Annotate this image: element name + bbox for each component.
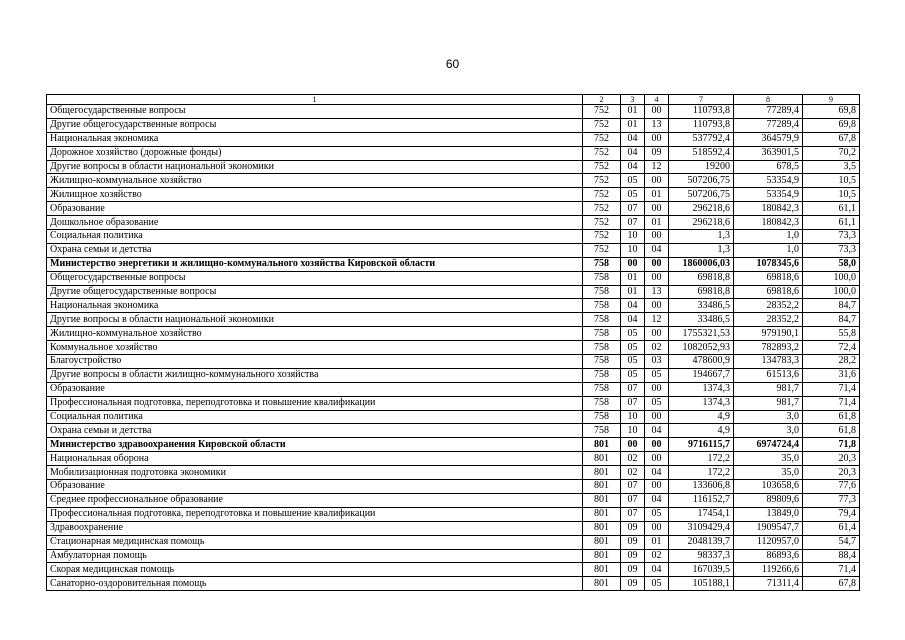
row-value-plan: 110793,8: [669, 118, 734, 132]
row-code-admin: 752: [583, 216, 621, 230]
row-code-subsection: 00: [645, 480, 669, 494]
table-row: [47, 160, 860, 174]
row-code-subsection: 00: [645, 132, 669, 146]
row-code-section: 09: [621, 563, 645, 577]
row-code-subsection: 12: [645, 313, 669, 327]
row-value-actual: 28352,2: [734, 313, 803, 327]
row-value-percent: 72,4: [803, 341, 860, 355]
row-code-subsection: 00: [645, 410, 669, 424]
table-row: [47, 355, 860, 369]
table-row: [47, 146, 860, 160]
row-code-section: 01: [621, 118, 645, 132]
row-code-admin: 758: [583, 285, 621, 299]
row-name: Национальная оборона: [47, 452, 583, 466]
row-code-section: 09: [621, 521, 645, 535]
row-value-plan: 33486,5: [669, 313, 734, 327]
row-name: Другие вопросы в области жилищно-коммунального хозяйства: [47, 368, 583, 382]
row-name: Образование: [47, 480, 583, 494]
row-code-subsection: 01: [645, 216, 669, 230]
row-code-admin: 758: [583, 368, 621, 382]
row-name: Скорая медицинская помощь: [47, 563, 583, 577]
row-code-admin: 752: [583, 160, 621, 174]
row-code-section: 07: [621, 480, 645, 494]
row-code-subsection: 04: [645, 243, 669, 257]
row-value-percent: 10,5: [803, 188, 860, 202]
table-row: [47, 424, 860, 438]
row-code-subsection: 05: [645, 507, 669, 521]
row-value-actual: 364579,9: [734, 132, 803, 146]
row-value-plan: 172,2: [669, 452, 734, 466]
row-value-plan: 1374,3: [669, 382, 734, 396]
row-value-percent: 20,3: [803, 466, 860, 480]
row-code-admin: 801: [583, 549, 621, 563]
row-code-section: 10: [621, 410, 645, 424]
row-code-admin: 758: [583, 396, 621, 410]
table-row: [47, 452, 860, 466]
row-value-percent: 20,3: [803, 452, 860, 466]
table-row: [47, 341, 860, 355]
row-value-plan: 172,2: [669, 466, 734, 480]
row-code-section: 10: [621, 424, 645, 438]
row-value-plan: 19200: [669, 160, 734, 174]
row-code-subsection: 00: [645, 271, 669, 285]
row-code-subsection: 12: [645, 160, 669, 174]
row-code-section: 05: [621, 355, 645, 369]
table-row: [47, 188, 860, 202]
row-value-actual: 53354,9: [734, 188, 803, 202]
header-col-7: 7: [669, 95, 734, 105]
row-name: Охрана семьи и детства: [47, 243, 583, 257]
row-code-admin: 758: [583, 424, 621, 438]
row-value-actual: 61513,6: [734, 368, 803, 382]
row-name: Дорожное хозяйство (дорожные фонды): [47, 146, 583, 160]
row-code-admin: 801: [583, 521, 621, 535]
row-code-section: 04: [621, 313, 645, 327]
row-code-section: 05: [621, 327, 645, 341]
row-value-plan: 537792,4: [669, 132, 734, 146]
row-code-admin: 801: [583, 480, 621, 494]
row-name: Образование: [47, 382, 583, 396]
row-code-section: 01: [621, 285, 645, 299]
row-code-admin: 801: [583, 493, 621, 507]
row-value-percent: 61,1: [803, 216, 860, 230]
row-code-section: 00: [621, 438, 645, 452]
row-value-plan: 116152,7: [669, 493, 734, 507]
row-code-admin: 752: [583, 132, 621, 146]
row-code-subsection: 00: [645, 230, 669, 244]
row-name: Коммунальное хозяйство: [47, 341, 583, 355]
row-value-percent: 3,5: [803, 160, 860, 174]
row-code-admin: 801: [583, 563, 621, 577]
row-value-percent: 28,2: [803, 355, 860, 369]
row-name: Министерство энергетики и жилищно-коммунального хозяйства Кировской области: [47, 257, 583, 271]
row-value-plan: 17454,1: [669, 507, 734, 521]
row-code-admin: 752: [583, 174, 621, 188]
table-row: [47, 285, 860, 299]
row-name: Жилищно-коммунальное хозяйство: [47, 174, 583, 188]
row-code-subsection: 00: [645, 438, 669, 452]
row-value-plan: 507206,75: [669, 188, 734, 202]
row-code-admin: 758: [583, 271, 621, 285]
table-row: [47, 174, 860, 188]
row-value-percent: 100,0: [803, 285, 860, 299]
row-code-admin: 752: [583, 188, 621, 202]
row-value-percent: 84,7: [803, 313, 860, 327]
row-code-section: 10: [621, 243, 645, 257]
header-col-1: 1: [47, 95, 583, 105]
row-code-subsection: 02: [645, 341, 669, 355]
row-name: Профессиональная подготовка, переподготовка и повышение квалификации: [47, 507, 583, 521]
row-value-actual: 180842,3: [734, 216, 803, 230]
row-code-admin: 801: [583, 438, 621, 452]
row-code-section: 09: [621, 535, 645, 549]
row-value-percent: 67,8: [803, 577, 860, 591]
row-code-admin: 801: [583, 577, 621, 591]
row-code-admin: 752: [583, 146, 621, 160]
row-value-plan: 167039,5: [669, 563, 734, 577]
row-code-subsection: 05: [645, 396, 669, 410]
row-value-plan: 1082052,93: [669, 341, 734, 355]
row-code-section: 02: [621, 452, 645, 466]
row-value-actual: 119266,6: [734, 563, 803, 577]
row-value-actual: 103658,6: [734, 480, 803, 494]
row-name: Профессиональная подготовка, переподготовка и повышение квалификации: [47, 396, 583, 410]
row-code-subsection: 00: [645, 105, 669, 119]
row-value-actual: 979190,1: [734, 327, 803, 341]
row-value-actual: 1,0: [734, 230, 803, 244]
row-value-percent: 55,8: [803, 327, 860, 341]
row-code-admin: 752: [583, 230, 621, 244]
row-value-plan: 33486,5: [669, 299, 734, 313]
table-row: [47, 243, 860, 257]
table-row: [47, 396, 860, 410]
table-row: [47, 299, 860, 313]
row-value-actual: 1,0: [734, 243, 803, 257]
row-value-percent: 73,3: [803, 243, 860, 257]
row-value-plan: 1,3: [669, 243, 734, 257]
row-value-plan: 133606,8: [669, 480, 734, 494]
row-value-plan: 296218,6: [669, 216, 734, 230]
row-value-plan: 478600,9: [669, 355, 734, 369]
row-name: Амбулаторная помощь: [47, 549, 583, 563]
row-value-actual: 13849,0: [734, 507, 803, 521]
row-code-section: 04: [621, 299, 645, 313]
table-row: [47, 410, 860, 424]
row-code-section: 05: [621, 188, 645, 202]
row-code-section: 05: [621, 341, 645, 355]
row-code-section: 05: [621, 174, 645, 188]
table-row: [47, 327, 860, 341]
row-value-actual: 3,0: [734, 424, 803, 438]
header-row: [47, 95, 860, 105]
row-code-subsection: 01: [645, 535, 669, 549]
row-code-subsection: 01: [645, 188, 669, 202]
row-value-plan: 507206,75: [669, 174, 734, 188]
table-row: [47, 549, 860, 563]
row-code-subsection: 00: [645, 257, 669, 271]
row-code-admin: 758: [583, 410, 621, 424]
row-value-actual: 1078345,6: [734, 257, 803, 271]
row-name: Среднее профессиональное образование: [47, 493, 583, 507]
row-value-actual: 782893,2: [734, 341, 803, 355]
row-code-section: 09: [621, 577, 645, 591]
row-code-section: 07: [621, 202, 645, 216]
row-value-actual: 77289,4: [734, 118, 803, 132]
row-value-percent: 88,4: [803, 549, 860, 563]
table-row: [47, 563, 860, 577]
row-value-percent: 71,8: [803, 438, 860, 452]
row-code-subsection: 00: [645, 202, 669, 216]
row-code-subsection: 00: [645, 299, 669, 313]
row-value-percent: 67,8: [803, 132, 860, 146]
row-value-actual: 1909547,7: [734, 521, 803, 535]
row-value-plan: 194667,7: [669, 368, 734, 382]
row-value-percent: 84,7: [803, 299, 860, 313]
row-value-percent: 61,1: [803, 202, 860, 216]
row-code-section: 04: [621, 160, 645, 174]
row-code-subsection: 00: [645, 521, 669, 535]
row-code-section: 07: [621, 382, 645, 396]
row-code-section: 09: [621, 549, 645, 563]
row-value-plan: 105188,1: [669, 577, 734, 591]
row-code-subsection: 02: [645, 549, 669, 563]
row-code-subsection: 04: [645, 493, 669, 507]
row-value-actual: 981,7: [734, 382, 803, 396]
row-code-section: 02: [621, 466, 645, 480]
row-value-actual: 77289,4: [734, 105, 803, 119]
row-code-admin: 801: [583, 535, 621, 549]
table-row: [47, 480, 860, 494]
row-code-admin: 801: [583, 466, 621, 480]
row-code-admin: 758: [583, 382, 621, 396]
row-value-percent: 100,0: [803, 271, 860, 285]
table-row: [47, 466, 860, 480]
row-code-admin: 752: [583, 243, 621, 257]
row-value-actual: 71311,4: [734, 577, 803, 591]
row-code-section: 07: [621, 216, 645, 230]
row-value-percent: 54,7: [803, 535, 860, 549]
row-value-actual: 678,5: [734, 160, 803, 174]
row-code-section: 07: [621, 507, 645, 521]
budget-table: [46, 94, 860, 591]
table-row: [47, 118, 860, 132]
row-code-subsection: 00: [645, 174, 669, 188]
row-code-admin: 752: [583, 118, 621, 132]
row-value-percent: 77,6: [803, 480, 860, 494]
row-code-admin: 758: [583, 327, 621, 341]
row-value-percent: 31,6: [803, 368, 860, 382]
row-name: Здравоохранение: [47, 521, 583, 535]
row-value-actual: 981,7: [734, 396, 803, 410]
row-code-section: 07: [621, 396, 645, 410]
row-value-actual: 69818,6: [734, 271, 803, 285]
row-value-plan: 1,3: [669, 230, 734, 244]
row-name: Стационарная медицинская помощь: [47, 535, 583, 549]
row-code-subsection: 00: [645, 382, 669, 396]
row-value-plan: 69818,8: [669, 285, 734, 299]
row-value-percent: 61,8: [803, 410, 860, 424]
row-name: Мобилизационная подготовка экономики: [47, 466, 583, 480]
table-row: [47, 521, 860, 535]
row-code-section: 10: [621, 230, 645, 244]
row-value-percent: 71,4: [803, 382, 860, 396]
row-code-subsection: 09: [645, 146, 669, 160]
row-code-section: 01: [621, 105, 645, 119]
row-code-section: 01: [621, 271, 645, 285]
row-code-subsection: 00: [645, 327, 669, 341]
header-col-4: 4: [645, 95, 669, 105]
row-code-admin: 801: [583, 507, 621, 521]
table-row: [47, 230, 860, 244]
row-code-subsection: 03: [645, 355, 669, 369]
row-code-subsection: 04: [645, 424, 669, 438]
row-name: Охрана семьи и детства: [47, 424, 583, 438]
row-code-section: 04: [621, 132, 645, 146]
table-row: [47, 493, 860, 507]
table-row-ministry: [47, 438, 860, 452]
row-name: Министерство здравоохранения Кировской области: [47, 438, 583, 452]
row-value-percent: 69,8: [803, 105, 860, 119]
header-col-9: 9: [803, 95, 860, 105]
row-value-percent: 77,3: [803, 493, 860, 507]
row-value-percent: 10,5: [803, 174, 860, 188]
row-value-plan: 518592,4: [669, 146, 734, 160]
table-row: [47, 535, 860, 549]
row-value-percent: 70,2: [803, 146, 860, 160]
row-value-actual: 89809,6: [734, 493, 803, 507]
row-value-plan: 2048139,7: [669, 535, 734, 549]
row-value-actual: 86893,6: [734, 549, 803, 563]
row-name: Национальная экономика: [47, 299, 583, 313]
table-row: [47, 507, 860, 521]
row-value-plan: 9716115,7: [669, 438, 734, 452]
table-row-ministry: [47, 257, 860, 271]
row-value-actual: 1120957,0: [734, 535, 803, 549]
row-code-section: 05: [621, 368, 645, 382]
table-row: [47, 271, 860, 285]
row-name: Благоустройство: [47, 355, 583, 369]
row-code-admin: 758: [583, 341, 621, 355]
table-row: [47, 202, 860, 216]
table-row: [47, 132, 860, 146]
row-value-actual: 35,0: [734, 466, 803, 480]
header-col-8: 8: [734, 95, 803, 105]
row-value-plan: 98337,3: [669, 549, 734, 563]
row-value-plan: 3109429,4: [669, 521, 734, 535]
row-code-subsection: 13: [645, 118, 669, 132]
row-value-actual: 363901,5: [734, 146, 803, 160]
row-code-subsection: 04: [645, 466, 669, 480]
row-code-admin: 752: [583, 105, 621, 119]
row-value-actual: 35,0: [734, 452, 803, 466]
table-row: [47, 368, 860, 382]
row-code-admin: 758: [583, 299, 621, 313]
row-value-percent: 61,8: [803, 424, 860, 438]
row-value-percent: 71,4: [803, 396, 860, 410]
row-name: Образование: [47, 202, 583, 216]
row-name: Социальная политика: [47, 230, 583, 244]
row-value-plan: 1374,3: [669, 396, 734, 410]
row-code-admin: 758: [583, 313, 621, 327]
row-value-percent: 71,4: [803, 563, 860, 577]
row-code-section: 00: [621, 257, 645, 271]
row-code-admin: 758: [583, 257, 621, 271]
row-code-subsection: 13: [645, 285, 669, 299]
row-name: Общегосударственные вопросы: [47, 271, 583, 285]
row-name: Жилищно-коммунальное хозяйство: [47, 327, 583, 341]
row-name: Дошкольное образование: [47, 216, 583, 230]
row-code-section: 04: [621, 146, 645, 160]
row-name: Общегосударственные вопросы: [47, 105, 583, 119]
row-code-subsection: 05: [645, 368, 669, 382]
table-row: [47, 382, 860, 396]
row-value-plan: 1860006,03: [669, 257, 734, 271]
row-value-actual: 180842,3: [734, 202, 803, 216]
row-value-percent: 61,4: [803, 521, 860, 535]
row-name: Социальная политика: [47, 410, 583, 424]
row-value-plan: 1755321,53: [669, 327, 734, 341]
row-code-admin: 752: [583, 202, 621, 216]
row-value-plan: 296218,6: [669, 202, 734, 216]
row-code-subsection: 04: [645, 563, 669, 577]
row-value-plan: 4,9: [669, 410, 734, 424]
row-value-actual: 134783,3: [734, 355, 803, 369]
row-code-section: 07: [621, 493, 645, 507]
row-value-percent: 79,4: [803, 507, 860, 521]
row-value-actual: 28352,2: [734, 299, 803, 313]
table-body: [47, 105, 860, 591]
row-value-percent: 69,8: [803, 118, 860, 132]
row-value-actual: 6974724,4: [734, 438, 803, 452]
row-code-subsection: 05: [645, 577, 669, 591]
row-value-percent: 73,3: [803, 230, 860, 244]
table-row: [47, 577, 860, 591]
row-code-admin: 758: [583, 355, 621, 369]
table-row: [47, 313, 860, 327]
row-value-actual: 53354,9: [734, 174, 803, 188]
row-value-actual: 69818,6: [734, 285, 803, 299]
row-name: Национальная экономика: [47, 132, 583, 146]
header-col-2: 2: [583, 95, 621, 105]
page-number: 60: [445, 57, 460, 71]
row-code-subsection: 00: [645, 452, 669, 466]
row-name: Другие общегосударственные вопросы: [47, 285, 583, 299]
row-code-admin: 801: [583, 452, 621, 466]
row-name: Другие общегосударственные вопросы: [47, 118, 583, 132]
row-value-percent: 58,0: [803, 257, 860, 271]
row-name: Жилищное хозяйство: [47, 188, 583, 202]
row-value-plan: 69818,8: [669, 271, 734, 285]
row-name: Санаторно-оздоровительная помощь: [47, 577, 583, 591]
row-value-actual: 3,0: [734, 410, 803, 424]
table-row: [47, 105, 860, 119]
row-value-plan: 4,9: [669, 424, 734, 438]
row-name: Другие вопросы в области национальной экономики: [47, 160, 583, 174]
header-col-3: 3: [621, 95, 645, 105]
row-name: Другие вопросы в области национальной экономики: [47, 313, 583, 327]
row-value-plan: 110793,8: [669, 105, 734, 119]
table-row: [47, 216, 860, 230]
